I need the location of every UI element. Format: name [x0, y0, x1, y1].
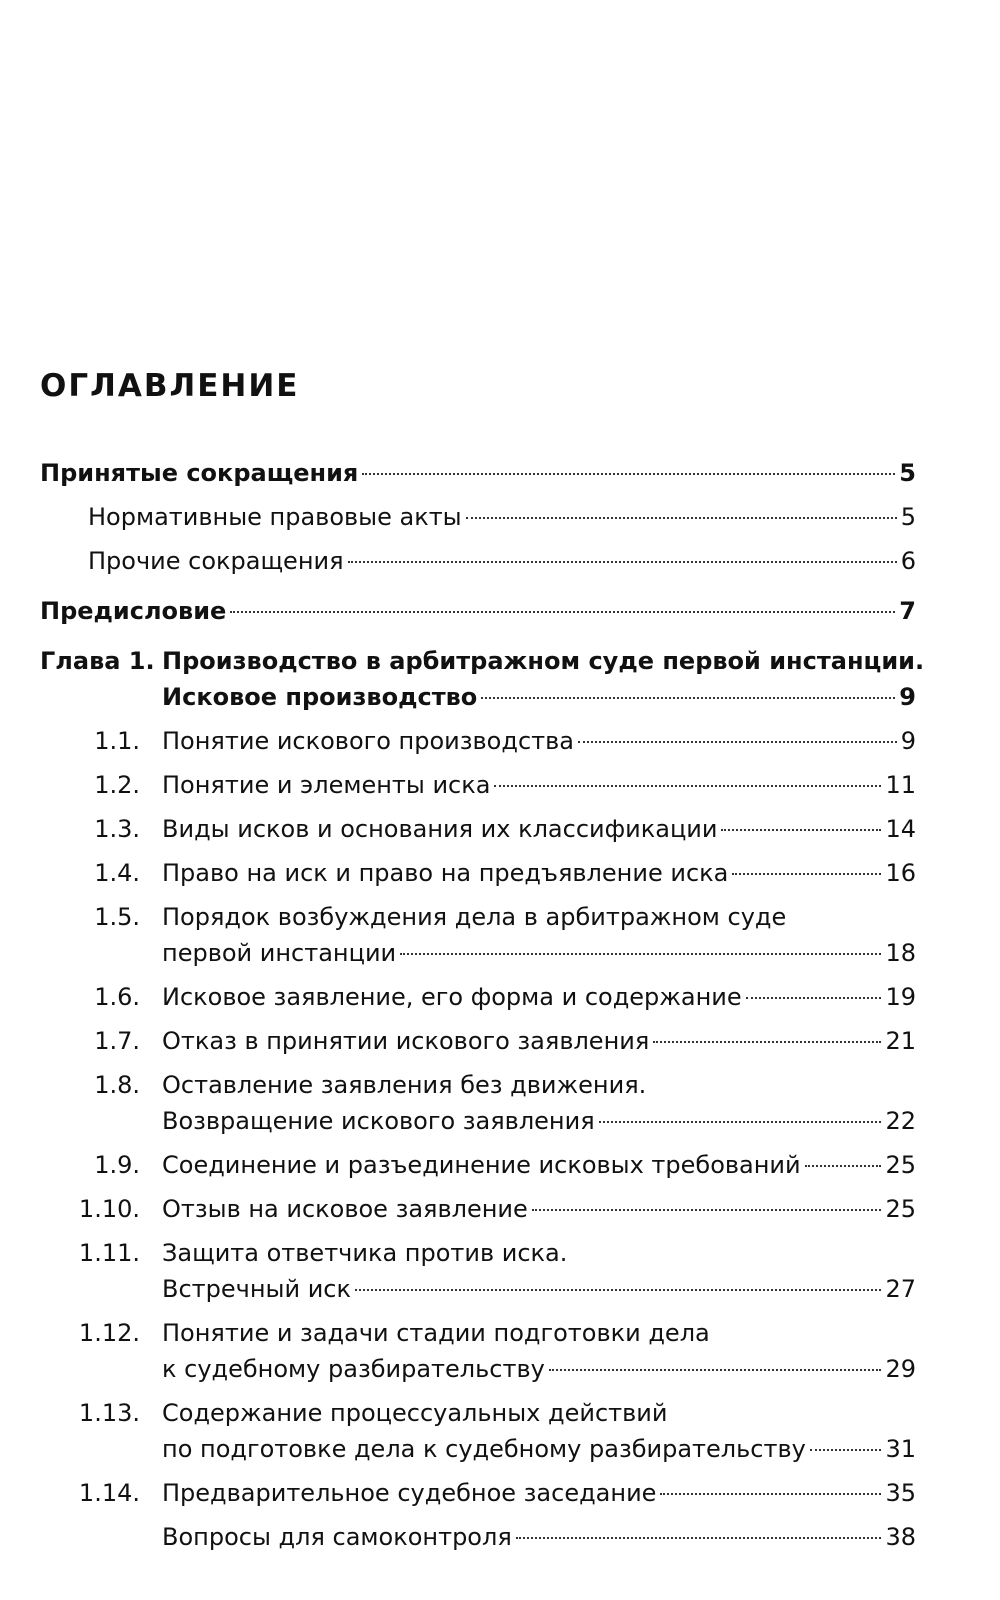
toc-entry-title: Исковое заявление, его форма и содержание — [162, 983, 742, 1011]
toc-entry[interactable] — [40, 811, 916, 847]
toc-page-number: 27 — [885, 1275, 916, 1303]
toc-entry-title: Прочие сокращения — [88, 547, 344, 575]
toc-entry-title: Порядок возбуждения дела в арбитражном суде — [162, 903, 787, 931]
toc-page-number: 35 — [885, 1479, 916, 1507]
toc-entry[interactable] — [40, 1235, 916, 1307]
toc-entry[interactable] — [40, 767, 916, 803]
toc-page-number: 25 — [885, 1195, 916, 1223]
dot-leader — [746, 996, 882, 999]
toc-page-number: 18 — [885, 939, 916, 967]
dot-leader — [355, 1288, 881, 1291]
toc-entry-title: Отказ в принятии искового заявления — [162, 1027, 650, 1055]
toc-page-number: 38 — [885, 1523, 916, 1551]
toc-entry-title: первой инстанции — [162, 939, 397, 967]
toc-page-number: 22 — [885, 1107, 916, 1135]
toc-entry-title: Предисловие — [40, 597, 227, 625]
toc-page-number: 29 — [885, 1355, 916, 1383]
toc-entry-title: Производство в арбитражном суде первой инстанции. — [162, 647, 925, 675]
toc-entry[interactable] — [40, 899, 916, 971]
toc-entry-title: Оставление заявления без движения. — [162, 1071, 647, 1099]
dot-leader — [653, 1040, 881, 1043]
table-of-contents — [40, 455, 925, 1555]
dot-leader — [348, 560, 897, 563]
toc-page-number: 19 — [885, 983, 916, 1011]
toc-page-number: 14 — [885, 815, 916, 843]
toc-entry-title: Право на иск и право на предъявление иска — [162, 859, 729, 887]
page-title: ОГЛАВЛЕНИЕ — [40, 368, 300, 404]
toc-entry-number: 1.8. — [94, 1071, 140, 1099]
toc-entry-title: Принятые сокращения — [40, 459, 359, 487]
toc-entry[interactable] — [40, 455, 916, 491]
toc-entry[interactable] — [40, 1395, 916, 1467]
dot-leader — [599, 1120, 882, 1123]
toc-entry-number: 1.11. — [78, 1239, 140, 1267]
dot-leader — [578, 740, 897, 743]
toc-entry-title: Понятие и задачи стадии подготовки дела — [162, 1319, 710, 1347]
toc-page-number: 9 — [899, 683, 916, 711]
toc-entry-number: Глава 1. — [40, 647, 155, 675]
toc-entry-number: 1.1. — [94, 727, 140, 755]
toc-page-number: 5 — [900, 503, 916, 531]
toc-entry[interactable] — [40, 1475, 916, 1511]
toc-entry-title: Понятие искового производства — [162, 727, 574, 755]
dot-leader — [732, 872, 881, 875]
toc-entry[interactable] — [40, 1191, 916, 1227]
toc-entry-number: 1.3. — [94, 815, 140, 843]
dot-leader — [230, 610, 895, 613]
toc-entry-title: Виды исков и основания их классификации — [162, 815, 718, 843]
toc-entry-number: 1.12. — [78, 1319, 140, 1347]
toc-page-number: 5 — [899, 459, 916, 487]
toc-entry-title: Встречный иск — [162, 1275, 351, 1303]
toc-entry[interactable] — [40, 1147, 916, 1183]
toc-entry-number: 1.14. — [78, 1479, 140, 1507]
toc-entry[interactable] — [40, 979, 916, 1015]
dot-leader — [481, 696, 895, 699]
toc-entry-number: 1.9. — [94, 1151, 140, 1179]
toc-page-number: 7 — [899, 597, 916, 625]
dot-leader — [362, 472, 895, 475]
toc-entry-title: Исковое производство — [162, 683, 478, 711]
toc-entry[interactable] — [40, 855, 916, 891]
dot-leader — [805, 1164, 882, 1167]
toc-entry-title: к судебному разбирательству — [162, 1355, 545, 1383]
toc-entry-title: Предварительное судебное заседание — [162, 1479, 657, 1507]
toc-entry-number: 1.5. — [94, 903, 140, 931]
toc-page-number: 16 — [885, 859, 916, 887]
toc-entry[interactable] — [40, 499, 916, 535]
toc-entry-title: Понятие и элементы иска — [162, 771, 491, 799]
dot-leader — [532, 1208, 882, 1211]
toc-entry-title: Возвращение искового заявления — [162, 1107, 595, 1135]
toc-entry[interactable] — [40, 1023, 916, 1059]
dot-leader — [810, 1448, 882, 1451]
toc-entry-number: 1.7. — [94, 1027, 140, 1055]
toc-entry-number: 1.2. — [94, 771, 140, 799]
toc-entry[interactable] — [40, 543, 916, 579]
toc-entry-title: Защита ответчика против иска. — [162, 1239, 568, 1267]
toc-entry[interactable] — [40, 593, 916, 629]
toc-entry-number: 1.10. — [78, 1195, 140, 1223]
toc-entry-number: 1.13. — [78, 1399, 140, 1427]
toc-entry-title: Соединение и разъединение исковых требований — [162, 1151, 801, 1179]
toc-entry-title: Вопросы для самоконтроля — [162, 1523, 512, 1551]
toc-entry[interactable] — [40, 643, 925, 715]
dot-leader — [400, 952, 881, 955]
dot-leader — [721, 828, 881, 831]
dot-leader — [516, 1536, 882, 1539]
toc-page-number: 31 — [885, 1435, 916, 1463]
toc-entry-title: по подготовке дела к судебному разбирательству — [162, 1435, 806, 1463]
dot-leader — [466, 516, 897, 519]
toc-entry[interactable] — [40, 1315, 916, 1387]
dot-leader — [494, 784, 881, 787]
toc-page-number: 25 — [885, 1151, 916, 1179]
toc-entry-title: Содержание процессуальных действий — [162, 1399, 668, 1427]
dot-leader — [660, 1492, 881, 1495]
toc-entry[interactable] — [40, 1067, 916, 1139]
toc-entry-number: 1.6. — [94, 983, 140, 1011]
toc-page-number: 21 — [885, 1027, 916, 1055]
toc-entry-title: Отзыв на исковое заявление — [162, 1195, 528, 1223]
toc-entry[interactable] — [40, 723, 916, 759]
dot-leader — [549, 1368, 882, 1371]
toc-page-number: 6 — [900, 547, 916, 575]
toc-page-number: 9 — [900, 727, 916, 755]
toc-entry[interactable] — [40, 1519, 916, 1555]
toc-entry-number: 1.4. — [94, 859, 140, 887]
toc-entry-title: Нормативные правовые акты — [88, 503, 462, 531]
toc-page-number: 11 — [885, 771, 916, 799]
